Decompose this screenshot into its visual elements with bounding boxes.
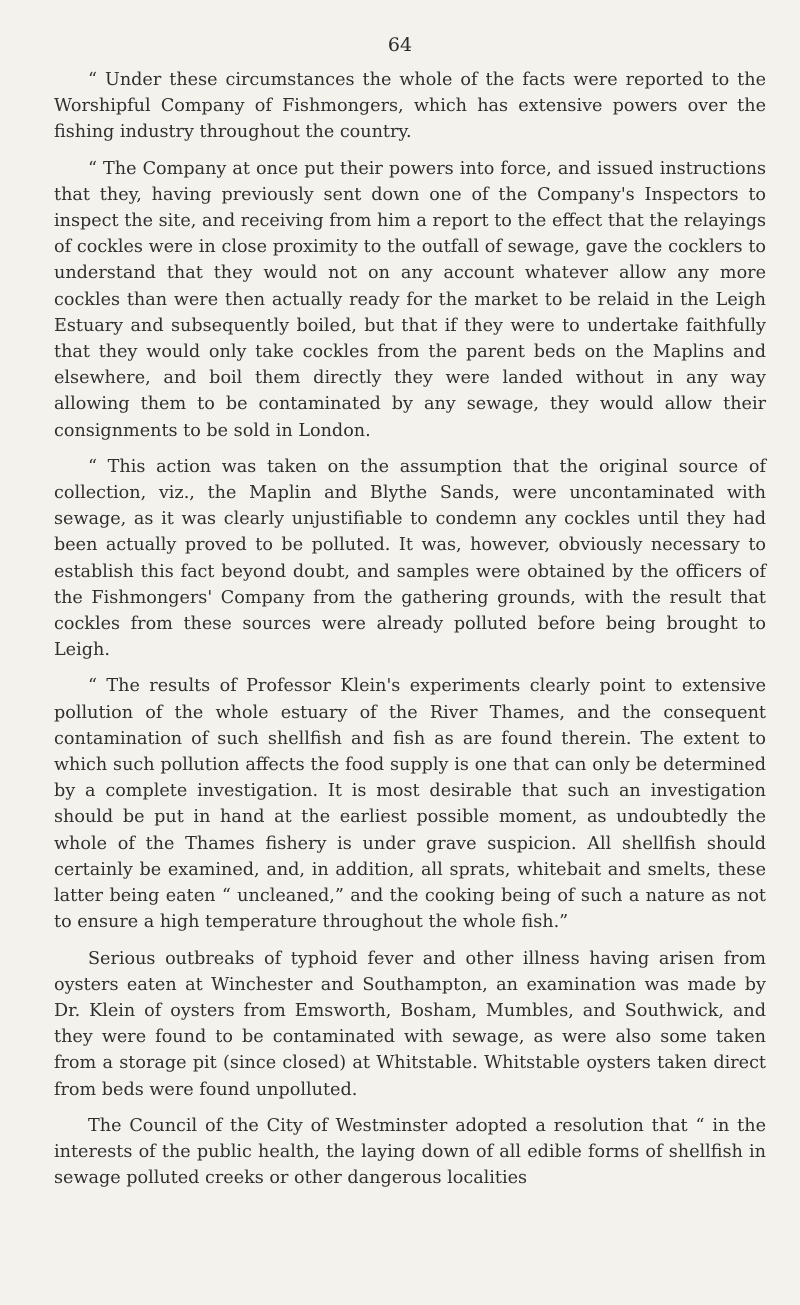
body-text bbox=[54, 67, 766, 1201]
paragraph-6: The Council of the City of Westminster adopted a resolution that “ in the interests of the public health, the laying down of all edible forms of shellfish in sewage polluted creeks or other dangerous localities bbox=[54, 1115, 766, 1189]
paragraph-5: Serious outbreaks of typhoid fever and other illness having arisen from oysters eaten at Winchester and Southampton, an examination was made by Dr. Klein of oysters from Emsworth, Bosham, Mumbles, and Southwick, and they were found to be contaminated with sewage, as were also some taken from a storage pit (since closed) at Whitstable. Whitstable oysters taken direct from beds were found unpolluted. bbox=[54, 948, 766, 1100]
paragraph-2: “ The Company at once put their powers into force, and issued instructions that they, having previously sent down one of the Company's Inspectors to inspect the site, and receiving from him a report to the effect that the relayings of cockles were in close proximity to the outfall of sewage, gave the cocklers to understand that they would not on any account whatever allow any more cockles than were then actually ready for the market to be relaid in the Leigh Estuary and subsequently boiled, but that if they were to undertake faithfully that they would only take cockles from the parent beds on the Maplins and elsewhere, and boil them directly they were landed without in any way allowing them to be contaminated by any sewage, they would allow their consignments to be sold in London. bbox=[54, 158, 766, 441]
paragraph-4: “ The results of Professor Klein's experiments clearly point to extensive pollution of the whole estuary of the River Thames, and the consequent contamination of such shellfish and fish as are found therein. The extent to which such pollution affects the food supply is one that can only be determined by a complete investigation. It is most desirable that such an investigation should be put in hand at the earliest possible moment, as undoubtedly the whole of the Thames fishery is under grave suspicion. All shellfish should certainly be examined, and, in addition, all sprats, whitebait and smelts, these latter being eaten “ uncleaned,” and the cooking being of such a nature as not to ensure a high temperature throughout the whole fish.” bbox=[54, 676, 766, 933]
page-number: 64 bbox=[387, 34, 413, 56]
paragraph-3: “ This action was taken on the assumption that the original source of collection, viz., the Maplin and Blythe Sands, were uncontaminated with sewage, as it was clearly unjustifiable to condemn any cockles until they had been actually proved to be polluted. It was, however, obviously necessary to establish this fact beyond doubt, and samples were obtained by the officers of the Fishmongers' Company from the gathering grounds, with the result that cockles from these sources were already polluted before being brought to Leigh. bbox=[54, 456, 766, 661]
paragraph-1: “ Under these circumstances the whole of the facts were reported to the Worshipful Company of Fishmongers, which has extensive powers over the fishing industry throughout the country. bbox=[54, 70, 766, 143]
